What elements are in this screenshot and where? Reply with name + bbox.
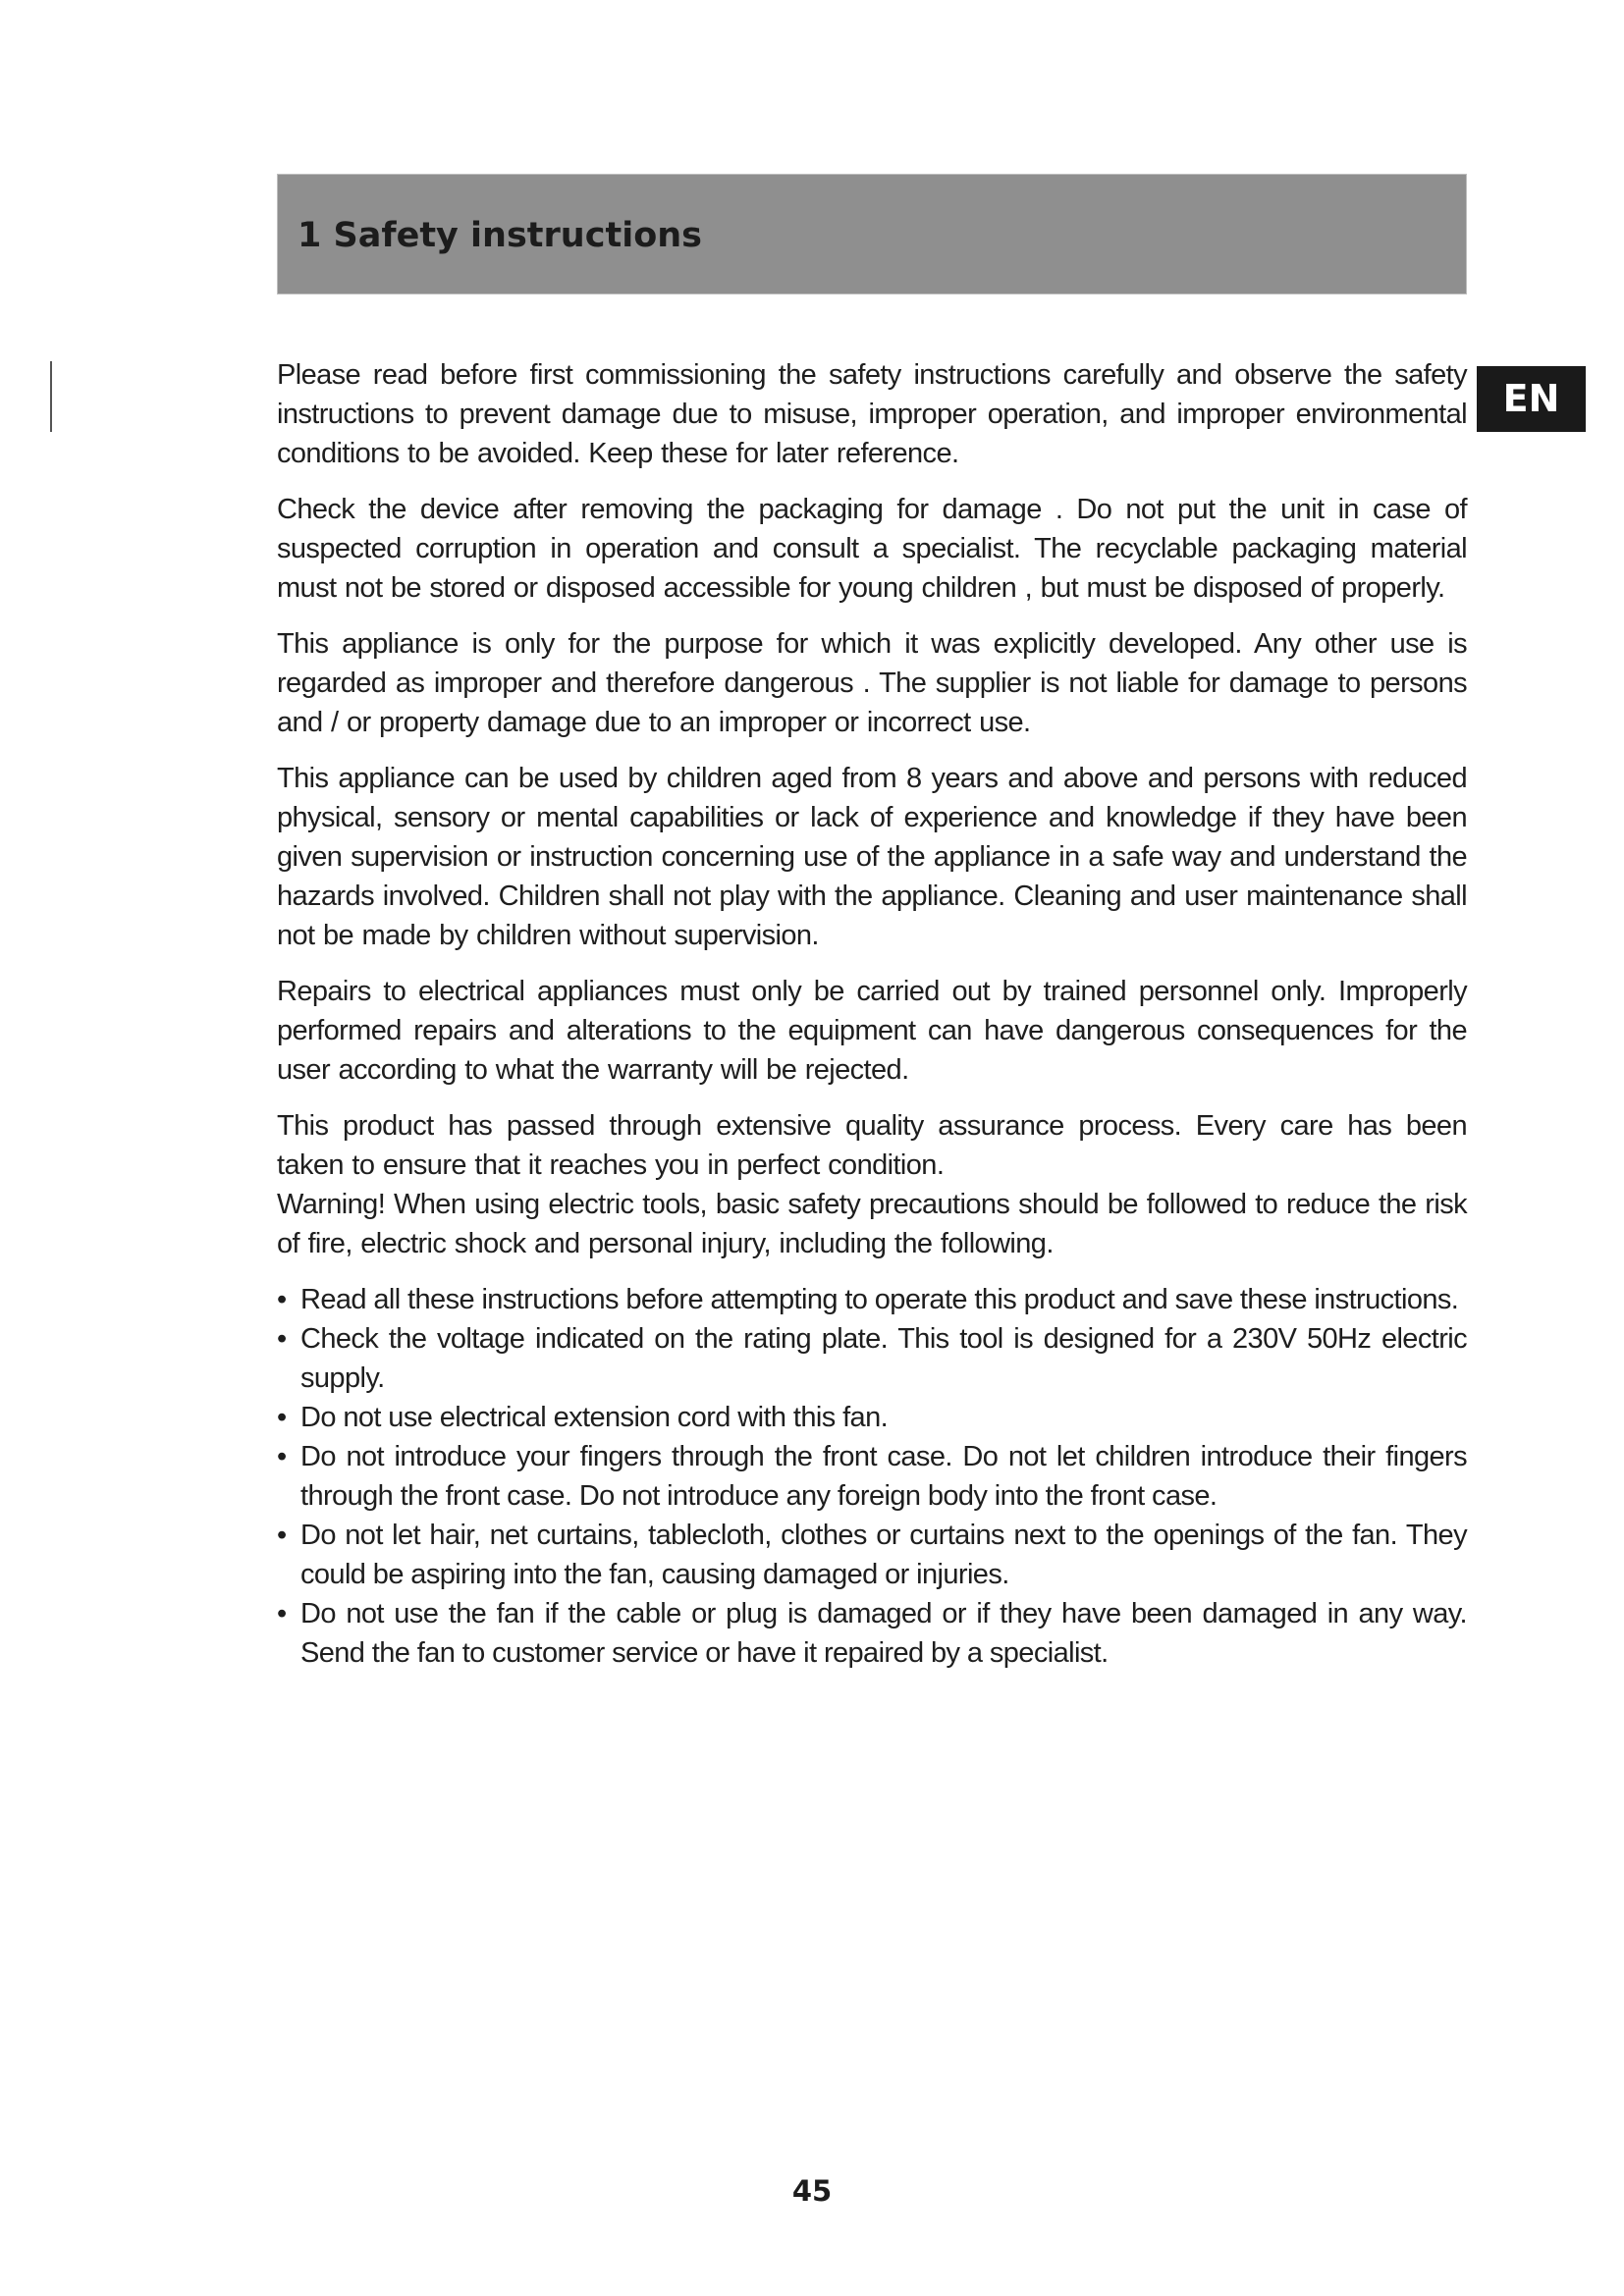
list-item	[277, 1280, 1467, 1319]
bullet-icon: •	[277, 1520, 287, 1551]
language-badge: EN	[1477, 366, 1586, 432]
list-item	[277, 1319, 1467, 1398]
quality-statement: This product has passed through extensive quality assurance process. Every care has been taken to ensure that it reaches you in perfect condition.	[277, 1110, 1467, 1181]
list-item-text: Do not introduce your fingers through the front case. Do not let children introduce their fingers through the front case. Do not introduce any foreign body into the front case.	[300, 1441, 1467, 1512]
bullet-icon: •	[277, 1323, 287, 1355]
quality-warning-paragraph	[277, 1106, 1467, 1263]
list-item-text: Check the voltage indicated on the rating plate. This tool is designed for a 230V 50Hz electric supply.	[300, 1323, 1467, 1394]
section-title: 1 Safety instructions	[298, 216, 702, 255]
safety-bullet-list	[277, 1280, 1467, 1673]
list-item-text: Do not use electrical extension cord with this fan.	[300, 1402, 889, 1433]
list-item	[277, 1594, 1467, 1673]
intro-paragraph: Please read before first commissioning the safety instructions carefully and observe the safety instructions to prevent damage due to misuse, improper operation, and improper environmental conditions to be avoided. Keep these for later reference.	[277, 359, 1467, 469]
bullet-icon: •	[277, 1402, 287, 1433]
list-item-text: Do not let hair, net curtains, tablecloth, clothes or curtains next to the openings of the fan. They could be aspiring into the fan, causing damaged or injuries.	[300, 1520, 1467, 1590]
list-item	[277, 1516, 1467, 1594]
intended-use-paragraph: This appliance is only for the purpose for which it was explicitly developed. Any other use is regarded as improper and therefore dangerous . The supplier is not liable for damage to persons and / or property damage due to an improper or incorrect use.	[277, 628, 1467, 738]
safety-instructions-body	[277, 355, 1467, 1673]
bullet-icon: •	[277, 1284, 287, 1315]
margin-marker-line	[50, 361, 52, 432]
section-header-bar	[277, 174, 1467, 294]
page-number: 45	[791, 2174, 833, 2208]
list-item-text: Do not use the fan if the cable or plug is damaged or if they have been damaged in any way. Send the fan to customer service or have it repaired by a specialist.	[300, 1598, 1467, 1669]
list-item-text: Read all these instructions before attempting to operate this product and save these instructions.	[300, 1284, 1459, 1315]
bullet-icon: •	[277, 1441, 287, 1472]
children-usage-paragraph: This appliance can be used by children aged from 8 years and above and persons with reduced physical, sensory or mental capabilities or lack of experience and knowledge if they have been given supervision or instruction concerning use of the appliance in a safe way and understand the hazards involved. Children shall not play with the appliance. Cleaning and user maintenance shall not be made by children without supervision.	[277, 763, 1467, 951]
list-item	[277, 1398, 1467, 1437]
damage-check-paragraph: Check the device after removing the packaging for damage . Do not put the unit in case of suspected corruption in operation and consult a specialist. The recyclable packaging material must not be stored or disposed accessible for young children , but must be disposed of properly.	[277, 494, 1467, 604]
bullet-icon: •	[277, 1598, 287, 1629]
repairs-paragraph: Repairs to electrical appliances must only be carried out by trained personnel only. Improperly performed repairs and alterations to the equipment can have dangerous consequences for the user according to what the warranty will be rejected.	[277, 976, 1467, 1086]
warning-statement: Warning! When using electric tools, basic safety precautions should be followed to reduce the risk of fire, electric shock and personal injury, including the following.	[277, 1189, 1467, 1259]
list-item	[277, 1437, 1467, 1516]
